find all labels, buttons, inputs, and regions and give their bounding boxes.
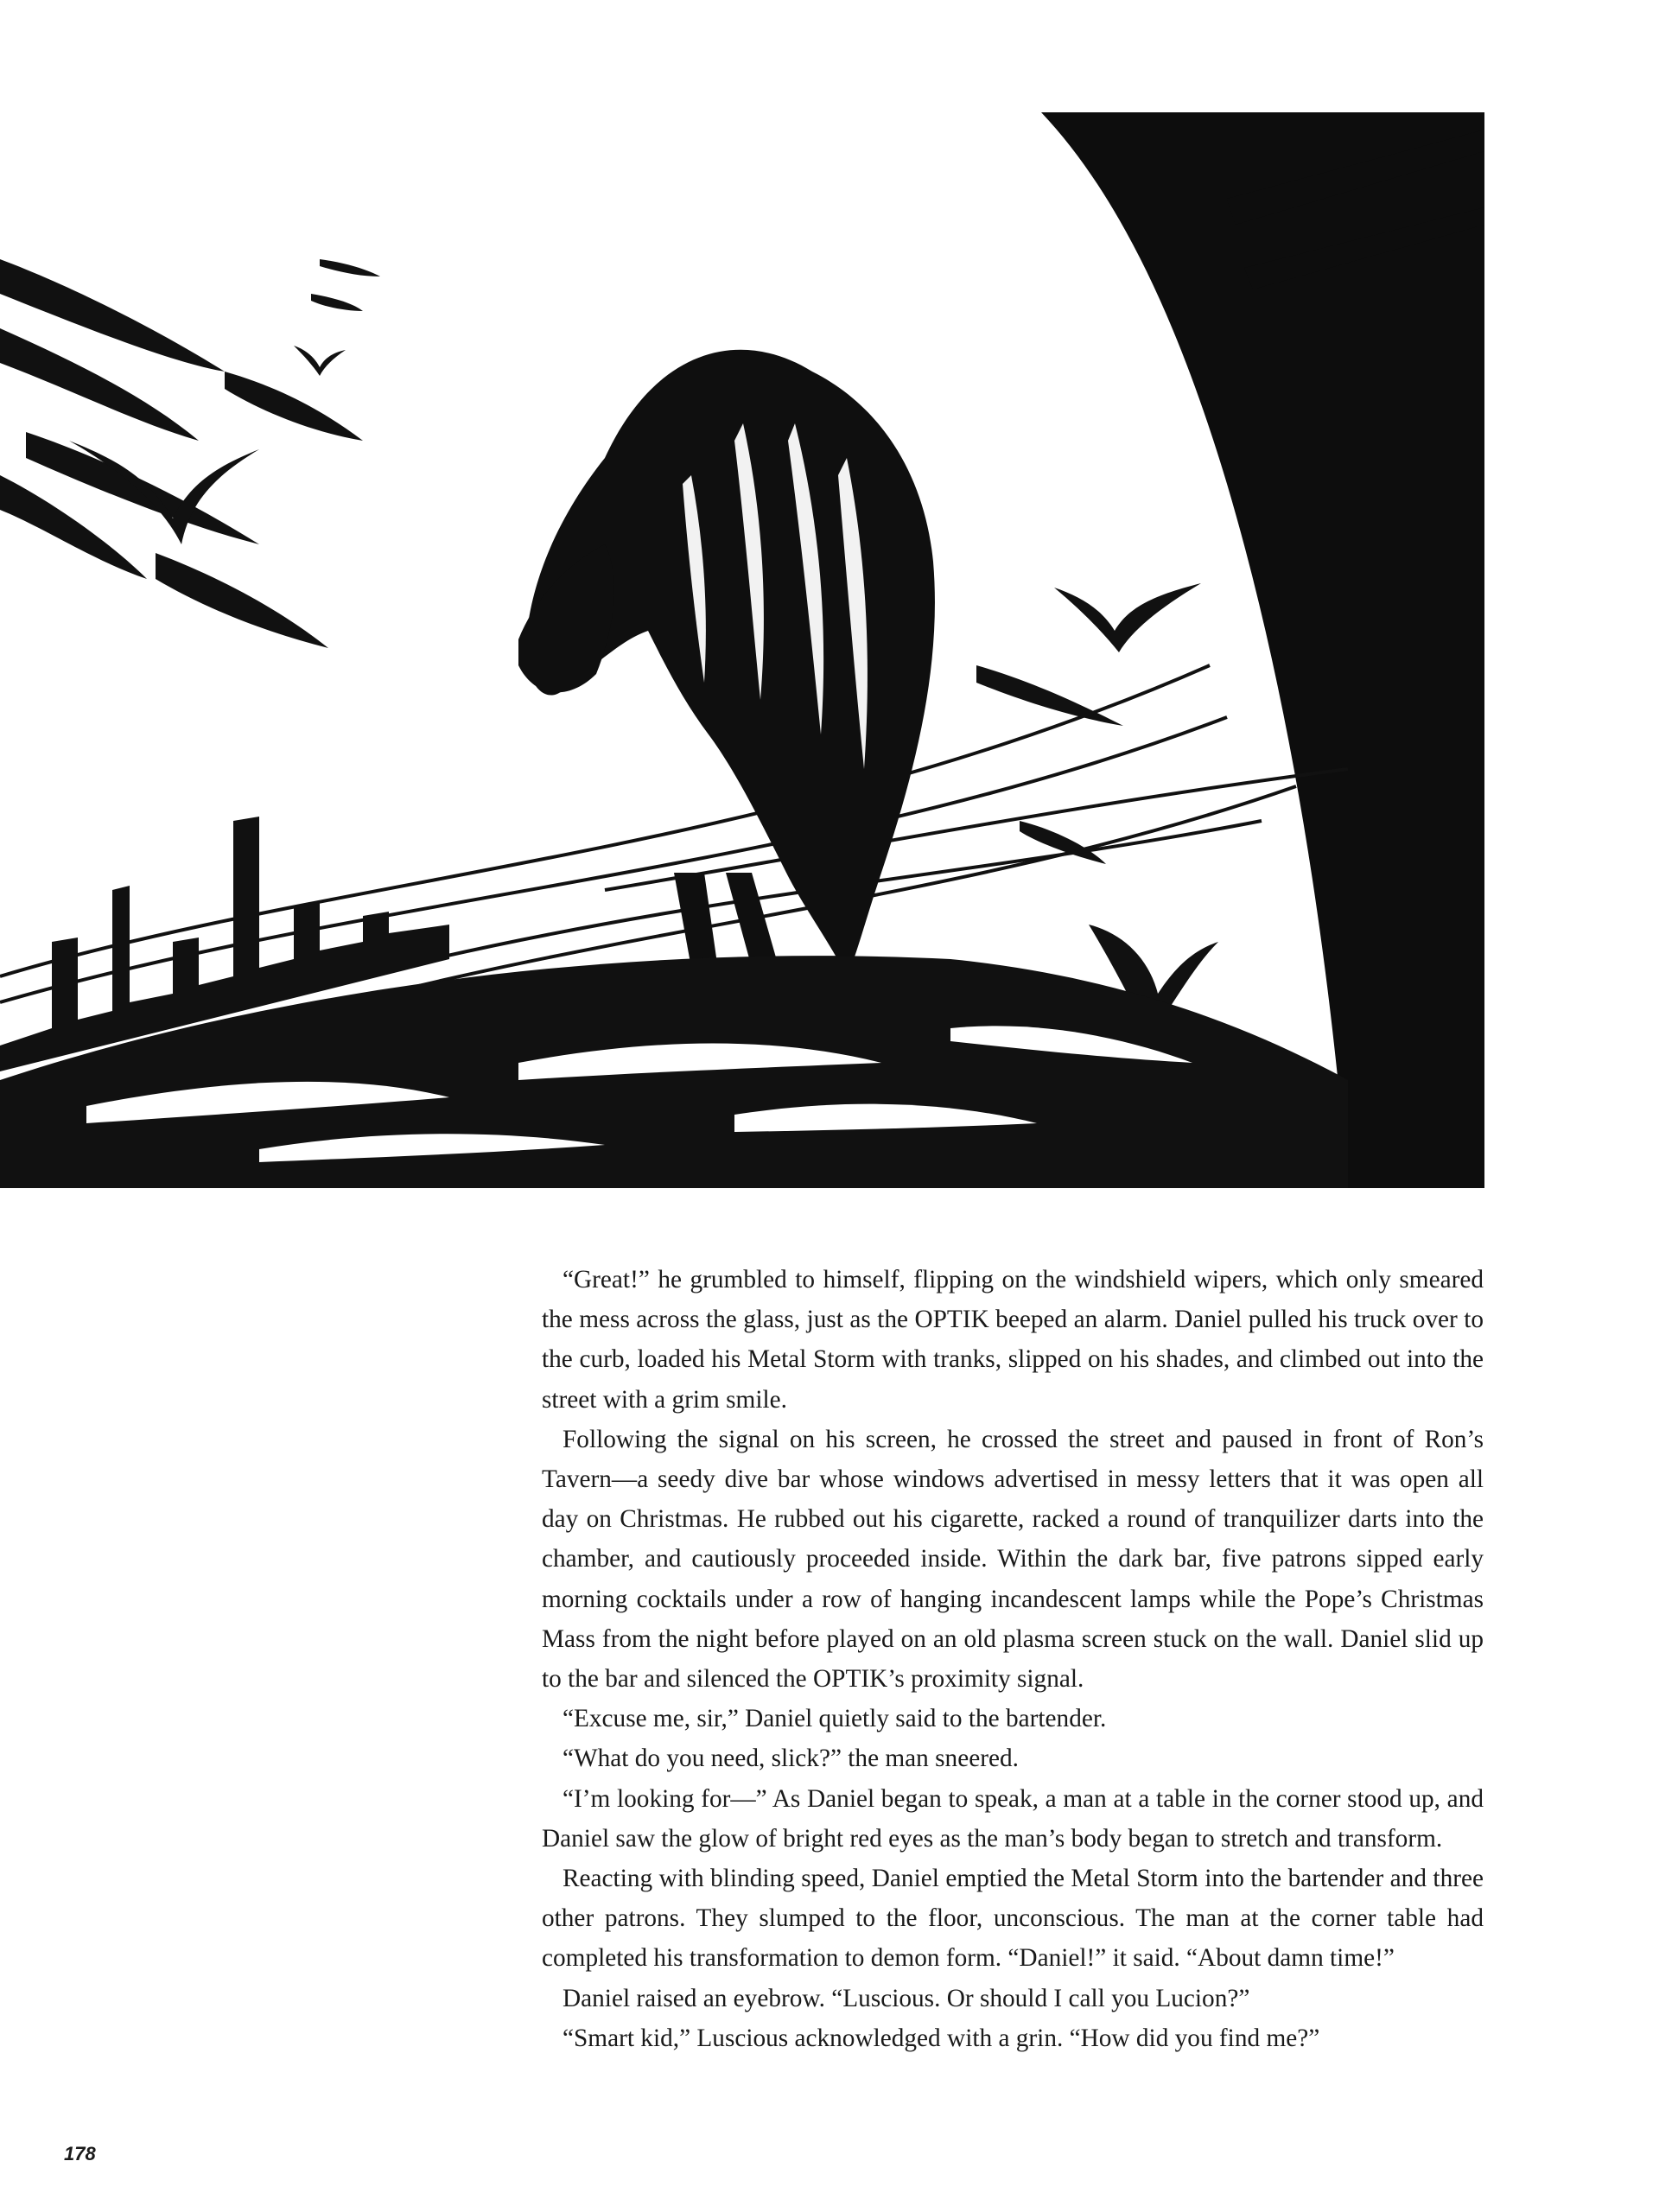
paragraph-1: “Great!” he grumbled to himself, flipping on the windshield wipers, which only smeared the mess across the glass, just as the OPTIK beeped an alarm. Daniel pulled his truck over to the curb, loaded his Metal Storm with tranks, slipped on his shades, and climbed out into the street with a grim smile. [542,1266,1484,1414]
paragraph-6: Reacting with blinding speed, Daniel emptied the Metal Storm into the bartender and three other patrons. They slumped to the floor, unconscious. The man at the corner table had completed his transformation to demon form. “Daniel!” it said. “About damn time!” [542,1865,1484,1973]
page-number: 178 [64,2143,96,2164]
paragraph-3: “Excuse me, sir,” Daniel quietly said to the bartender. [563,1705,1107,1733]
paragraph-2: Following the signal on his screen, he crossed the street and paused in front of Ron’s Tavern—a seedy dive bar whose windows advertised in messy letters that it was open all day on Christmas. He rubbed out his cigarette, racked a round of tranquilizer darts into the chamber, and cautiously proceeded inside. Within the dark bar, five patrons sipped early morning cocktails under a row of hanging incandescent lamps while the Pope’s Christmas Mass from the night before played on an old plasma screen stuck on the wall. Daniel slid up to the bar and silenced the OPTIK’s proximity signal. [542,1425,1484,1694]
paragraph-4: “What do you need, slick?” the man sneered. [563,1745,1019,1773]
ink-drawing [0,112,1484,1188]
paragraph-5: “I’m looking for—” As Daniel began to speak, a man at a table in the corner stood up, and Daniel saw the glow of bright red eyes as the man’s body began to stretch and transform. [542,1784,1484,1853]
story-text [542,1260,1484,2058]
paragraph-7: Daniel raised an eyebrow. “Luscious. Or should I call you Lucion?” [563,1984,1250,2012]
city-skyline [0,817,1348,1188]
crow-illustration [0,112,1484,1188]
paragraph-8: “Smart kid,” Luscious acknowledged with a grin. “How did you find me?” [563,2024,1320,2052]
